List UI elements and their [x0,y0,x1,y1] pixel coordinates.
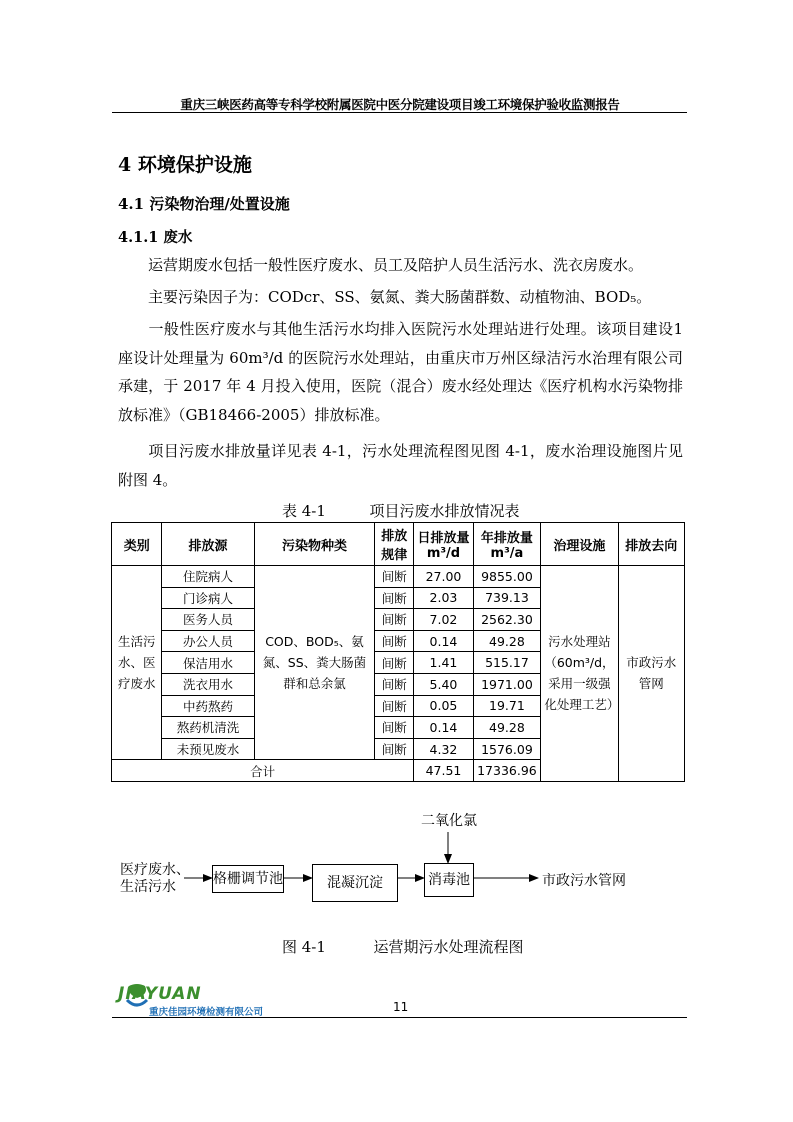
header-annual: 年排放量m³/a [473,523,541,566]
annual-cell: 49.28 [473,717,541,739]
flow-step-coagulation: 混凝沉淀 [312,864,398,902]
rule-cell: 间断 [375,695,414,717]
treatment-cell: 污水处理站（60m³/d，采用一级强化处理工艺） [541,566,618,782]
header-divider [112,112,687,113]
paragraph-1 [118,251,683,280]
total-daily: 47.51 [414,760,473,782]
paragraph-3-text: 一般性医疗废水与其他生活污水均排入医院污水处理站进行处理。该项目建设1 座设计处理量为 60m³/d 的医院污水处理站，由重庆市万州区绿洁污水治理有限公司承建，于 2017 年 4 月投入使用，医院（混合）废水经处理达《医疗机构水污染物排放标准》（GB18466-2005）排放标准。 [118,320,683,424]
wastewater-table [111,522,685,782]
header-category: 类别 [112,523,162,566]
section-heading: 4 环境保护设施 [118,154,252,176]
logo-wordmark: JIAYUAN [118,984,202,1004]
company-logo [115,984,285,1018]
annual-cell: 2562.30 [473,609,541,631]
rule-cell: 间断 [375,630,414,652]
total-label: 合计 [112,760,414,782]
flow-input-line-1: 医疗废水、 [120,862,190,878]
source-cell: 医务人员 [162,609,254,631]
rule-cell: 间断 [375,566,414,588]
paragraph-4 [118,437,683,494]
table-caption-text: 项目污废水排放情况表 [369,502,520,520]
rule-cell: 间断 [375,652,414,674]
annual-cell: 739.13 [473,587,541,609]
company-name: 重庆佳园环境检测有限公司 [149,1007,264,1018]
flow-output: 市政污水管网 [542,873,626,889]
source-cell: 中药熬药 [162,695,254,717]
total-annual: 17336.96 [473,760,541,782]
source-cell: 办公人员 [162,630,254,652]
header-pollutants: 污染物种类 [254,523,375,566]
table-header-row [112,523,685,566]
rule-cell: 间断 [375,609,414,631]
source-cell: 住院病人 [162,566,254,588]
rule-cell: 间断 [375,738,414,760]
daily-cell: 2.03 [414,587,473,609]
source-cell: 熬药机清洗 [162,717,254,739]
paragraph-3 [118,315,683,429]
rule-cell: 间断 [375,717,414,739]
subsection-heading: 4.1 污染物治理/处置设施 [118,195,290,213]
daily-cell: 1.41 [414,652,473,674]
report-header: 重庆三峡医药高等专科学校附属医院中医分院建设项目竣工环境保护验收监测报告 [180,97,620,112]
annual-cell: 1576.09 [473,738,541,760]
daily-cell: 4.32 [414,738,473,760]
rule-cell: 间断 [375,587,414,609]
source-cell: 洗衣用水 [162,673,254,695]
subsubsection-heading: 4.1.1 废水 [118,229,193,246]
rule-cell: 间断 [375,673,414,695]
daily-cell: 0.14 [414,717,473,739]
daily-cell: 7.02 [414,609,473,631]
daily-cell: 27.00 [414,566,473,588]
flow-input [120,862,190,896]
flow-diagram [110,800,690,920]
paragraph-2 [118,283,683,312]
flow-step-disinfection: 消毒池 [424,863,474,897]
flow-additive: 二氧化氯 [421,813,477,829]
paragraph-1-text: 运营期废水包括一般性医疗废水、员工及陪护人员生活污水、洗衣房废水。 [148,256,644,274]
flow-input-line-2: 生活污水 [120,879,176,895]
daily-cell: 0.05 [414,695,473,717]
daily-cell: 5.40 [414,673,473,695]
annual-cell: 515.17 [473,652,541,674]
paragraph-4-text: 项目污废水排放量详见表 4-1，污水处理流程图见图 4-1，废水治理设施图片见附图 4。 [118,442,683,489]
header-treatment: 治理设施 [541,523,618,566]
pollutants-cell: COD、BOD₅、氨氮、SS、粪大肠菌群和总余氯 [254,566,375,760]
header-daily: 日排放量m³/d [414,523,473,566]
table-caption-number: 表 4-1 [282,502,326,520]
category-cell: 生活污水、医疗废水 [112,566,162,760]
figure-caption [282,936,524,957]
annual-cell: 9855.00 [473,566,541,588]
figure-caption-number: 图 4-1 [282,938,326,956]
flow-step-screen-tank: 格栅调节池 [212,865,284,893]
table-caption [282,500,520,521]
page-number: 11 [393,1000,409,1014]
figure-caption-text: 运营期污水处理流程图 [373,938,524,956]
daily-cell: 0.14 [414,630,473,652]
annual-cell: 1971.00 [473,673,541,695]
paragraph-2-text: 主要污染因子为：CODcr、SS、氨氮、粪大肠菌群数、动植物油、BOD₅。 [148,288,652,306]
header-source: 排放源 [162,523,254,566]
destination-cell: 市政污水管网 [618,566,684,782]
header-rule: 排放规律 [375,523,414,566]
annual-cell: 49.28 [473,630,541,652]
source-cell: 保洁用水 [162,652,254,674]
source-cell: 未预见废水 [162,738,254,760]
source-cell: 门诊病人 [162,587,254,609]
table-row [112,566,685,588]
header-destination: 排放去向 [618,523,684,566]
annual-cell: 19.71 [473,695,541,717]
